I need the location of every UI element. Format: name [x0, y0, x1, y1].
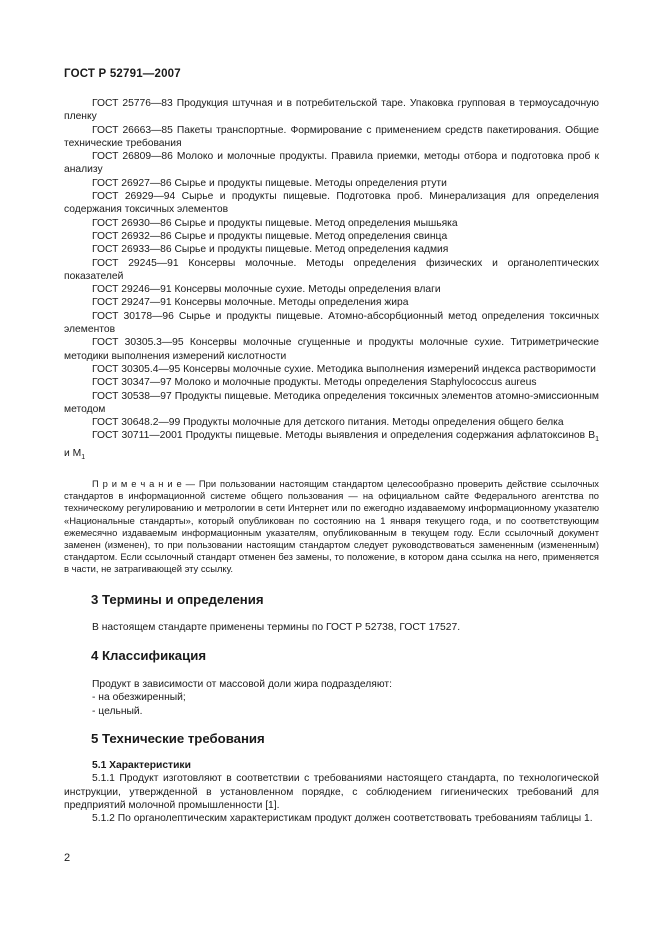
reference-item: ГОСТ 30178—96 Сырье и продукты пищевые. Атомно-абсорбционный метод определения токсичных элементов: [64, 310, 599, 336]
references-note: [64, 478, 599, 576]
reference-item: ГОСТ 26930—86 Сырье и продукты пищевые. Метод определения мышьяка: [92, 217, 458, 229]
normative-references-list: [64, 97, 599, 464]
reference-item: ГОСТ 29245—91 Консервы молочные. Методы определения физических и органолептических показателей: [64, 257, 599, 282]
reference-item: ГОСТ 26663—85 Пакеты транспортные. Формирование с применением средств пакетирования. Общие технические требования: [64, 124, 599, 149]
section-5-body: [64, 759, 599, 825]
reference-item: ГОСТ 30538—97 Продукты пищевые. Методика определения токсичных элементов атомно-эмиссионным методом: [64, 390, 599, 415]
paragraph-5-1-2: 5.1.2 По органолептическим характеристикам продукт должен соответствовать требованиям таблицы 1.: [92, 813, 593, 825]
section-4-intro: Продукт в зависимости от массовой доли жира подразделяют:: [92, 679, 392, 690]
reference-item: ГОСТ 26933—86 Сырье и продукты пищевые. Метод определения кадмия: [92, 244, 449, 256]
classification-item: - цельный.: [92, 705, 143, 717]
reference-item: ГОСТ 30305.4—95 Консервы молочные сухие. Методика выполнения измерений индекса растворимости: [92, 363, 596, 375]
reference-item: ГОСТ 30347—97 Молоко и молочные продукты. Методы определения Staphylococcus aureus: [92, 377, 537, 389]
section-4-heading: 4 Классификация: [91, 648, 207, 663]
reference-item: ГОСТ 26927—86 Сырье и продукты пищевые. Методы определения ртути: [92, 177, 447, 189]
reference-item: ГОСТ 26932—86 Сырье и продукты пищевые. Метод определения свинца: [92, 230, 448, 242]
section-5-heading: 5 Технические требования: [91, 731, 265, 746]
subsection-5-1-heading: 5.1 Характеристики: [92, 760, 191, 771]
page-number: 2: [64, 852, 71, 864]
reference-item: ГОСТ 30648.2—99 Продукты молочные для детского питания. Методы определения общего белка: [92, 417, 564, 429]
reference-item-last: ГОСТ 30711—2001 Продукты пищевые. Методы выявления и определения содержания афлатоксинов $В_1$ и $М_1$: [64, 430, 599, 461]
section-4-body: [64, 678, 599, 718]
reference-item: ГОСТ 30305.3—95 Консервы молочные сгущенные и продукты молочные сухие. Титриметрические методики выполнения измерений кислотности: [64, 337, 599, 362]
reference-item: ГОСТ 29246—91 Консервы молочные сухие. Методы определения влаги: [92, 284, 441, 296]
document-header: ГОСТ Р 52791—2007: [64, 68, 181, 80]
paragraph-5-1-1: 5.1.1 Продукт изготовляют в соответствии с требованиями настоящего стандарта, по технологической инструкции, утвержденной в установленном порядке, с соблюдением гигиенических требований для предприятий молочной промышленности [1].: [64, 773, 599, 811]
note-text: При пользовании настоящим стандартом целесообразно проверить действие ссылочных стандартов в информационной системе общего пользования — на официальном сайте Федерального агентства по техническому регулированию и метрологии в сети Интернет или по ежегодно издаваемому информационному указателю «Национальные стандарты», который опубликован по состоянию на 1 января текущего года, и по соответствующим ежемесячно издаваемым информационным указателям, опубликованным в текущем году. Если ссылочный документ заменен (изменен), то при пользовании настоящим стандартом следует руководствоваться замененным (измененным) стандартом. Если ссылочный стандарт отменен без замены, то положение, в котором дана ссылка на него, применяется в части, не затрагивающей эту ссылку.: [64, 478, 599, 575]
reference-item: ГОСТ 26809—86 Молоко и молочные продукты. Правила приемки, методы отбора и подготовка проб к анализу: [64, 151, 599, 176]
section-3-heading: 3 Термины и определения: [91, 592, 264, 607]
reference-item: ГОСТ 26929—94 Сырье и продукты пищевые. Подготовка проб. Минерализация для определения содержания токсичных элементов: [64, 191, 599, 216]
classification-item: - на обезжиренный;: [92, 692, 186, 704]
reference-item: ГОСТ 25776—83 Продукция штучная и в потребительской таре. Упаковка групповая в термоусадочную пленку: [64, 98, 599, 123]
section-3-text: В настоящем стандарте применены термины по ГОСТ Р 52738, ГОСТ 17527.: [92, 622, 461, 633]
reference-item: ГОСТ 29247—91 Консервы молочные. Методы определения жира: [92, 297, 409, 309]
note-label: П р и м е ч а н и е —: [92, 478, 199, 489]
